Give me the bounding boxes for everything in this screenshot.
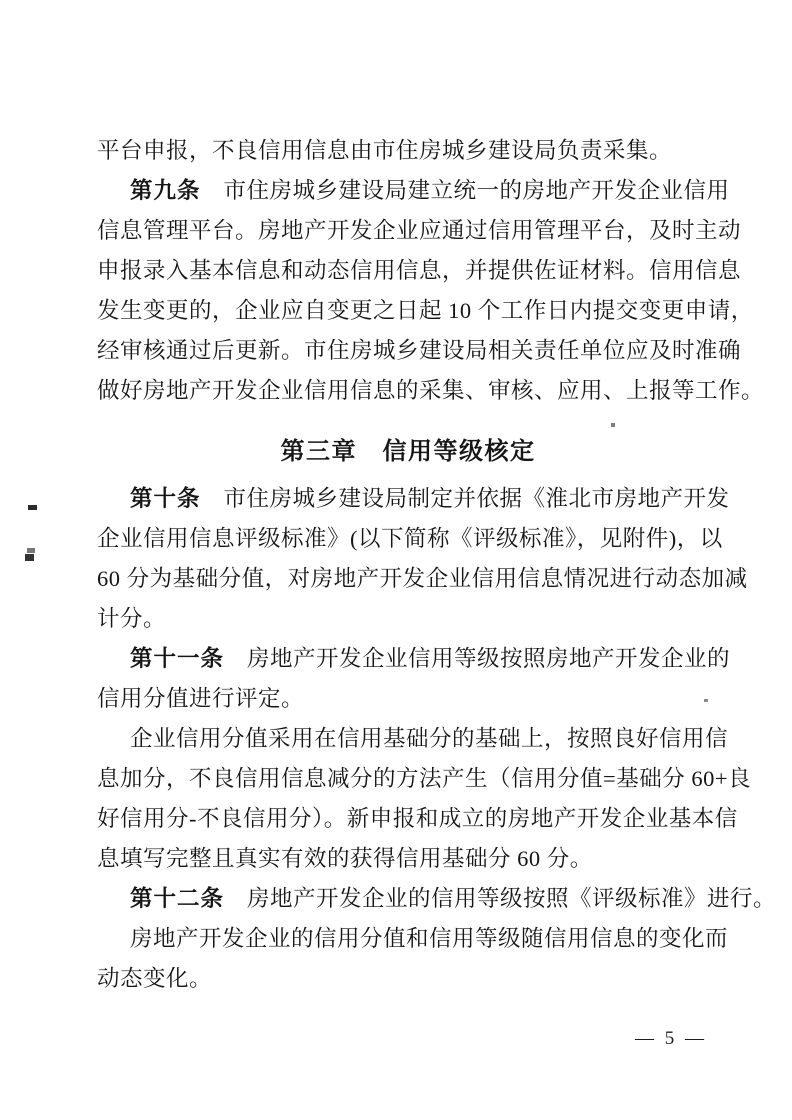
line-text: 申报录入基本信息和动态信用信息，并提供佐证材料。信用信息	[97, 258, 742, 283]
article-number: 第十二条	[130, 886, 225, 911]
line-text: 房地产开发企业信用等级按照房地产开发企业的	[224, 646, 731, 671]
document-line	[97, 171, 730, 211]
scan-speck	[704, 699, 708, 702]
document-body	[97, 131, 777, 999]
document-line	[97, 291, 754, 331]
line-text: 房地产开发企业的信用分值和信用等级随信用信息的变化而	[130, 926, 729, 951]
document-line	[97, 959, 719, 999]
document-line	[97, 879, 777, 919]
document-line	[97, 131, 719, 171]
line-text: 市住房城乡建设局建立统一的房地产开发企业信用	[200, 178, 730, 203]
line-text: 计分。	[97, 606, 167, 631]
document-line	[97, 719, 729, 759]
line-text: 企业信用分值采用在信用基础分的基础上，按照良好信用信	[130, 726, 729, 751]
line-text: 信用分值进行评定。	[97, 686, 305, 711]
document-line	[97, 679, 719, 719]
line-text: 动态变化。	[97, 966, 213, 991]
line-text: 平台申报，不良信用信息由市住房城乡建设局负责采集。	[97, 138, 673, 163]
document-line	[97, 519, 723, 559]
line-text: 发生变更的，企业应自变更之日起 10 个工作日内提交变更申请，	[97, 298, 754, 323]
line-text: 市住房城乡建设局制定并依据《淮北市房地产开发	[200, 486, 730, 511]
line-text: 好信用分-不良信用分）。新申报和成立的房地产开发企业基本信	[97, 806, 738, 831]
line-text: 企业信用信息评级标准》(以下简称《评级标准》，见附件)，以	[97, 526, 723, 551]
line-text: 息加分，不良信用信息减分的方法产生（信用分值=基础分 60+良	[97, 766, 752, 791]
document-line	[97, 479, 730, 519]
scan-speck	[28, 505, 37, 510]
document-line	[97, 759, 752, 799]
line-text: 息填写完整且真实有效的获得信用基础分 60 分。	[97, 846, 593, 871]
scan-speck	[27, 548, 35, 553]
line-text: 第三章 信用等级核定	[280, 438, 536, 465]
article-number: 第十条	[130, 486, 201, 511]
line-text: 60 分为基础分值，对房地产开发企业信用信息情况进行动态加减	[97, 566, 748, 591]
document-line	[97, 639, 731, 679]
article-number: 第十一条	[130, 646, 225, 671]
line-text: 信息管理平台。房地产开发企业应通过信用管理平台，及时主动	[97, 218, 742, 243]
line-text: 经审核通过后更新。市住房城乡建设局相关责任单位应及时准确	[97, 338, 742, 363]
document-line	[97, 599, 719, 639]
document-line	[97, 331, 742, 371]
document-line	[97, 559, 748, 599]
page-number: — 5 —	[635, 1028, 707, 1049]
document-line	[97, 839, 719, 879]
chapter-heading	[97, 432, 719, 472]
line-text: 房地产开发企业的信用等级按照《评级标准》进行。	[224, 886, 777, 911]
document-line	[97, 211, 742, 251]
scan-speck	[25, 554, 34, 561]
document-line	[97, 799, 738, 839]
document-line	[97, 251, 742, 291]
scan-speck	[611, 423, 615, 427]
document-line	[97, 919, 729, 959]
article-number: 第九条	[130, 178, 201, 203]
document-line	[97, 371, 765, 411]
line-text: 做好房地产开发企业信用信息的采集、审核、应用、上报等工作。	[97, 378, 765, 403]
